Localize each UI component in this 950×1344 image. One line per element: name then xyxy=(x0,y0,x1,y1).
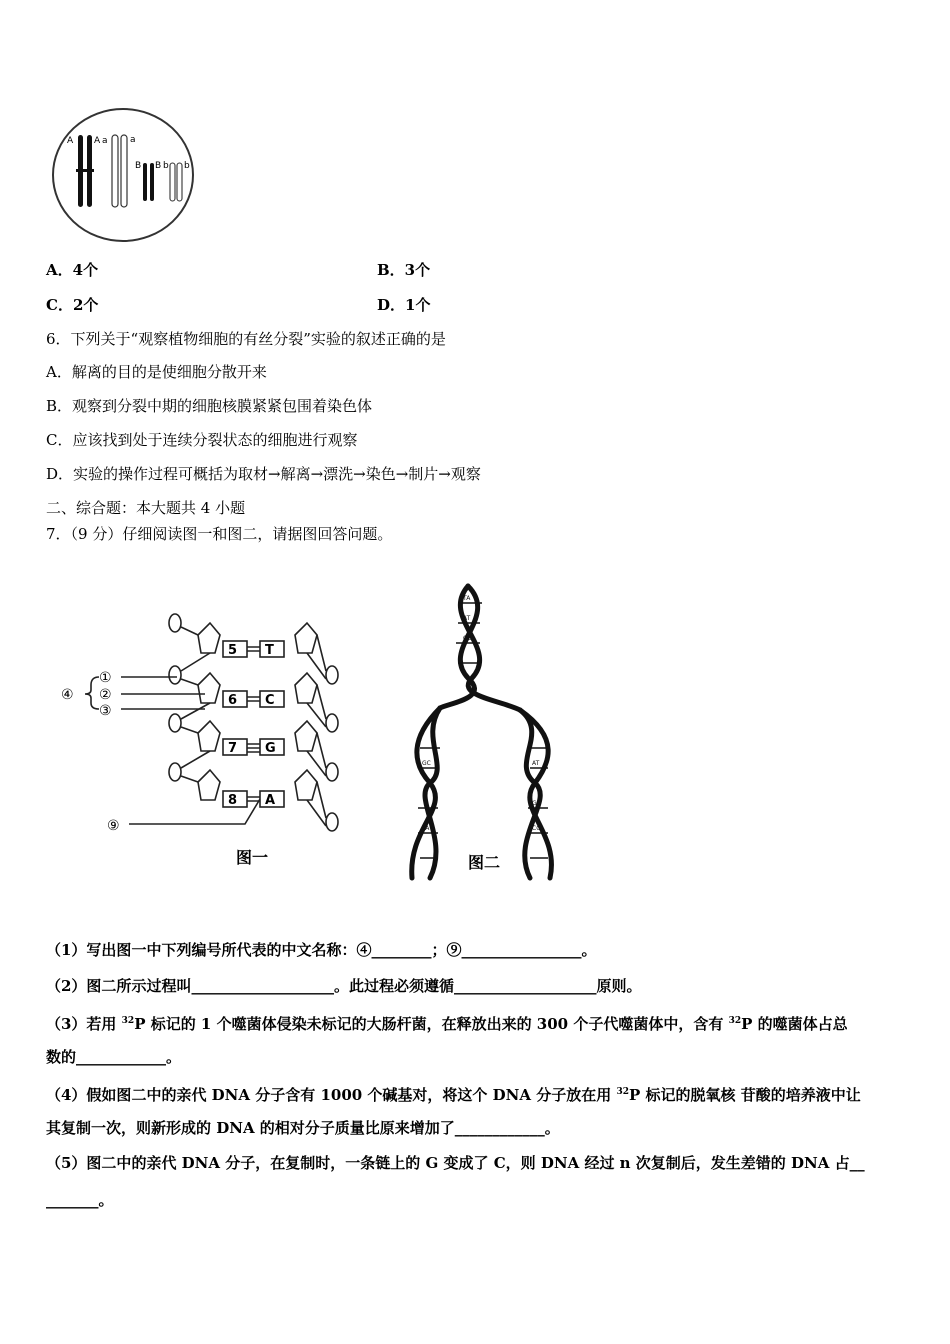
base-pair-label: GC xyxy=(532,800,541,807)
q7-stem: 7．（9 分）仔细阅读图一和图二，请据图回答问题。 xyxy=(46,525,393,543)
base-pair-label: AT xyxy=(532,760,540,767)
box-number: 7 xyxy=(228,741,238,756)
figure-two-replication xyxy=(400,578,580,888)
base-pair-label: TA xyxy=(422,825,430,832)
q7-sub4-cont: 其复制一次，则新形成的 DNA 的相对分子质量比原来增加了____________。 xyxy=(46,1119,560,1137)
chromosome-label: A xyxy=(67,136,74,146)
q6-option-b: B．观察到分裂中期的细胞核膜紧紧包围着染色体 xyxy=(46,397,373,415)
base-pair-label: AT xyxy=(463,615,471,622)
q7-sub4: （4）假如图二中的亲代 DNA 分子含有 1000 个碱基对，将这个 DNA 分子放在用 $^{32}$P 标记的脱氧核 苷酸的培养液中让 xyxy=(46,1086,861,1104)
base-pair-label: CG xyxy=(532,825,541,832)
base-letter: G xyxy=(265,741,276,756)
box-number: 6 xyxy=(228,693,238,708)
q6-stem: 6．下列关于“观察植物细胞的有丝分裂”实验的叙述正确的是 xyxy=(46,330,446,348)
base-letter: C xyxy=(265,693,275,708)
chromosome-label: B xyxy=(155,161,162,171)
figure-two-caption: 图二 xyxy=(468,853,501,872)
cell-chromosome-figure xyxy=(50,105,198,245)
q5-option-a: A．4个 xyxy=(46,261,99,279)
q5-option-b: B．3个 xyxy=(377,261,431,279)
q7-sub3: （3）若用 $^{32}$P 标记的 1 个噬菌体侵染未标记的大肠杆菌，在释放出来的 300 个子代噬菌体中，含有 $^{32}$P 的噬菌体占总 xyxy=(46,1015,848,1033)
q7-sub5: （5）图二中的亲代 DNA 分子，在复制时，一条链上的 G 变成了 C，则 DNA 经过 n 次复制后，发生差错的 DNA 占__ xyxy=(46,1154,865,1172)
figure-one-caption: 图一 xyxy=(236,848,269,867)
chromosome-label: b xyxy=(163,161,169,171)
label-nine: ⑨ xyxy=(107,818,120,834)
q6-option-c: C．应该找到处于连续分裂状态的细胞进行观察 xyxy=(46,431,358,449)
chromosome-label: a xyxy=(102,136,108,146)
label-two: ② xyxy=(99,687,112,703)
q6-option-a: A．解离的目的是使细胞分散开来 xyxy=(46,363,267,381)
q7-sub1: （1）写出图一中下列编号所代表的中文名称：④________；⑨________________。 xyxy=(46,941,597,959)
q6-option-d: D．实验的操作过程可概括为取材→解离→漂洗→染色→制片→观察 xyxy=(46,465,481,483)
box-number: 5 xyxy=(228,643,238,658)
base-pair-label: GC xyxy=(422,760,431,767)
box-number: 8 xyxy=(228,793,238,808)
label-one: ① xyxy=(99,670,112,686)
q5-option-c: C．2个 xyxy=(46,296,99,314)
label-three: ③ xyxy=(99,703,112,719)
q5-option-d: D．1个 xyxy=(377,296,431,314)
base-pair-label: TA xyxy=(463,595,471,602)
base-letter: T xyxy=(265,643,274,658)
q7-sub2: （2）图二所示过程叫___________________。此过程必须遵循___________________原则。 xyxy=(46,977,642,995)
base-pair-label: CG xyxy=(463,635,472,642)
chromosome-label: B xyxy=(135,161,142,171)
section-heading: 二、综合题：本大题共 4 小题 xyxy=(46,499,246,517)
chromosome-label: b xyxy=(184,161,190,171)
chromosome-label: A xyxy=(94,136,101,146)
figure-one-dna-structure xyxy=(55,605,355,875)
label-four: ④ xyxy=(61,687,74,703)
chromosome-label: a xyxy=(130,135,136,145)
q7-sub3-cont: 数的____________。 xyxy=(46,1048,182,1066)
q7-sub5-cont: _______。 xyxy=(46,1191,114,1209)
base-letter: A xyxy=(265,793,276,808)
